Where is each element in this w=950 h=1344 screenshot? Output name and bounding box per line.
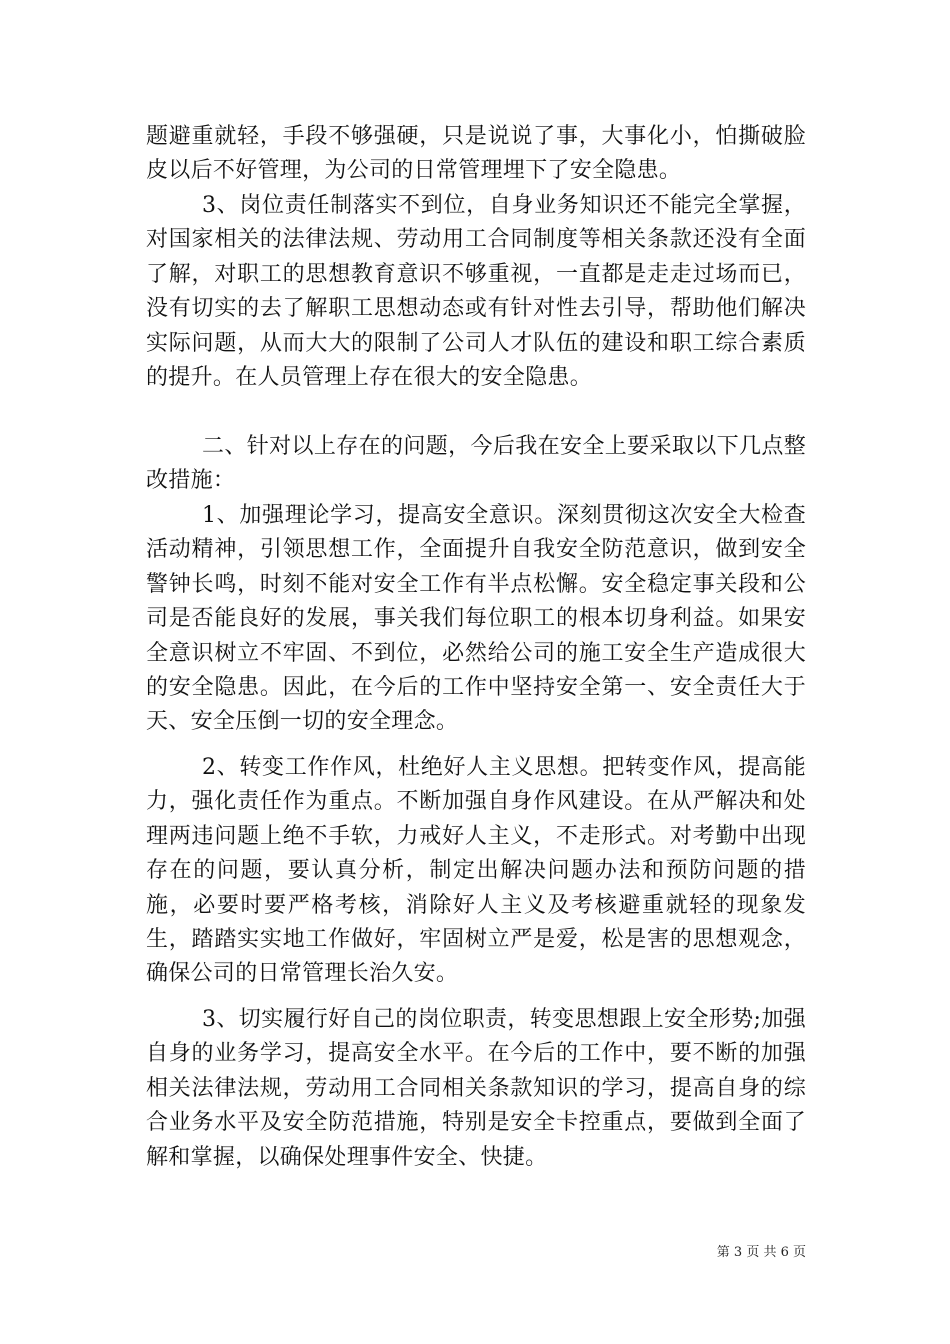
paragraph-measure-3: 3、切实履行好自己的岗位职责，转变思想跟上安全形势;加强自身的业务学习，提高安全水平。在今后的工作中，要不断的加强相关法律法规，劳动用工合同相关条款知识的学习，提高自身的综合业务水平及安全防范措施，特别是安全卡控重点，要做到全面了解和掌握，以确保处理事件安全、快捷。: [146, 1007, 806, 1170]
paragraph-section-two-heading: 二、针对以上存在的问题，今后我在安全上要采取以下几点整改措施：: [146, 434, 806, 494]
paragraph-item-3-responsibility: 3、岗位责任制落实不到位，自身业务知识还不能完全掌握，对国家相关的法律法规、劳动用工合同制度等相关条款还没有全面了解，对职工的思想教育意识不够重视，一直都是走走过场而已，没有切实的去了解职工思想动态或有针对性去引导，帮助他们解决实际问题，从而大大的限制了公司人才队伍的建设和职工综合素质的提升。在人员管理上存在很大的安全隐患。: [146, 193, 806, 391]
paragraph-measure-1: 1、加强理论学习，提高安全意识。深刻贯彻这次安全大检查活动精神，引领思想工作，全面提升自我安全防范意识，做到安全警钟长鸣，时刻不能对安全工作有半点松懈。安全稳定事关段和公司是否能良好的发展，事关我们每位职工的根本切身利益。如果安全意识树立不牢固、不到位，必然给公司的施工安全生产造成很大的安全隐患。因此，在今后的工作中坚持安全第一、安全责任大于天、安全压倒一切的安全理念。: [146, 503, 806, 735]
page-number-footer: 第 3 页 共 6 页: [716, 1245, 806, 1260]
paragraph-continuation: 题避重就轻，手段不够强硬，只是说说了事，大事化小，怕撕破脸皮以后不好管理，为公司的日常管理埋下了安全隐患。: [146, 124, 806, 184]
paragraph-measure-2: 2、转变工作作风，杜绝好人主义思想。把转变作风，提高能力，强化责任作为重点。不断加强自身作风建设。在从严解决和处理两违问题上绝不手软，力戒好人主义，不走形式。对考勤中出现存在的问题，要认真分析，制定出解决问题办法和预防问题的措施，必要时要严格考核，消除好人主义及考核避重就轻的现象发生，踏踏实实地工作做好，牢固树立严是爱，松是害的思想观念，确保公司的日常管理长治久安。: [146, 755, 806, 987]
